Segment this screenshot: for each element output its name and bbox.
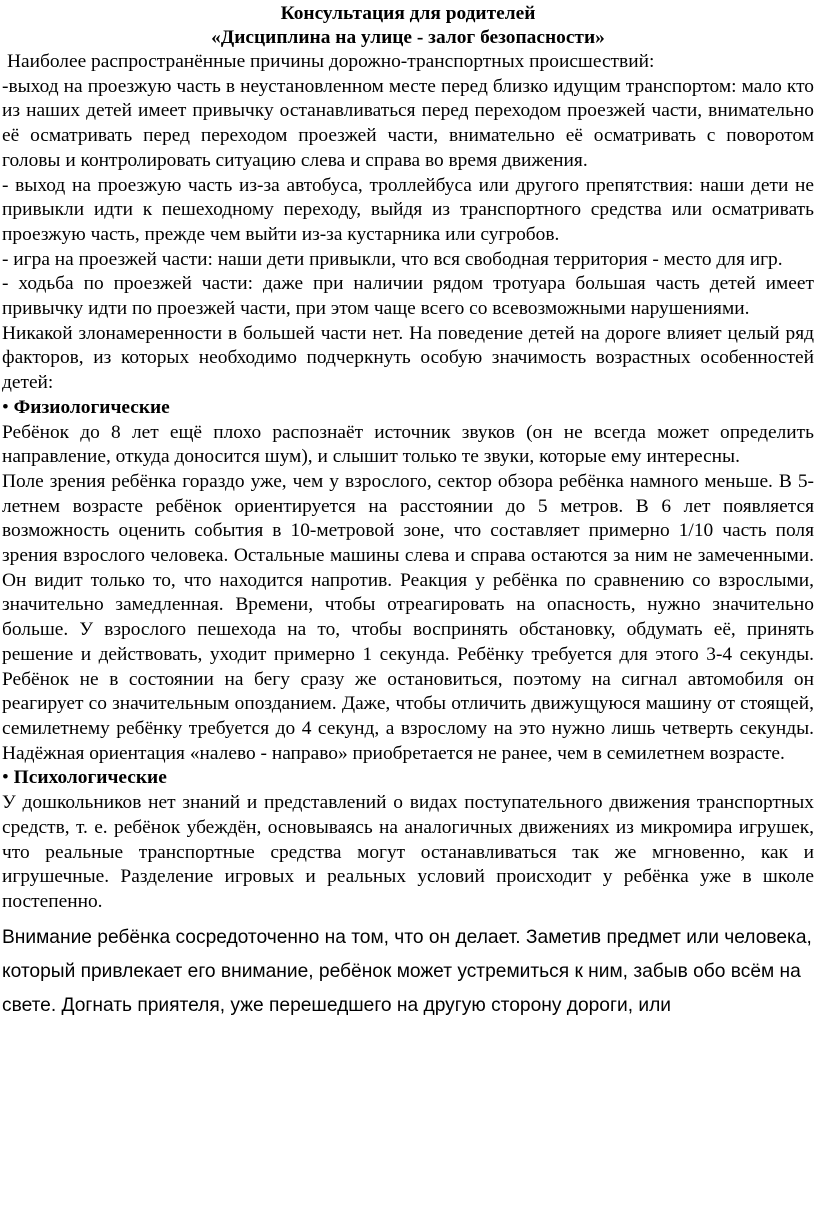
intro-paragraph: Наиболее распространённые причины дорожно-транспортных происшествий: (7, 51, 655, 72)
section-heading-psychological (2, 766, 814, 791)
attention-paragraph: Внимание ребёнка сосредоточенно на том, что он делает. Заметив предмет или человека, который привлекает его внимание, ребёнок может устремиться к ним, забыв обо всём на свете. Догнать приятеля, уже перешедшего на другую сторону дороги, или (2, 926, 812, 1016)
page-subtitle: «Дисциплина на улице - залог безопасности» (211, 27, 605, 48)
cause-paragraph: - выход на проезжую часть из-за автобуса, троллейбуса или другого препятствия: наши дети не привыкли идти к пешеходному переходу, выйдя из транспортного средства или осматривать проезжую часть, прежде чем выйти из-за кустарника или сугробов. (2, 174, 814, 245)
heading-text: Психологические (13, 767, 167, 789)
cause-paragraph: -выход на проезжую часть в неустановленном месте перед близко идущим транспортом: мало кто из наших детей имеет привычку останавливаться перед переходом проезжей части, внимательно её осматривать перед переходом проезжей части, внимательно её осматривать с поворотом головы и контролировать ситуацию слева и справа во время движения. (2, 75, 814, 171)
page-title: Консультация для родителей (280, 3, 536, 24)
factors-paragraph: Никакой злонамеренности в большей части нет. На поведение детей на дороге влияет целый ряд факторов, из которых необходимо подчеркнуть особую значимость возрастных особенностей детей: (2, 322, 814, 394)
physio-paragraph: Ребёнок до 8 лет ещё плохо распознаёт источник звуков (он не всегда может определить направление, откуда доносится шум), и слышит только те звуки, которые ему интересны. (2, 421, 814, 468)
bullet-icon: • (2, 396, 9, 418)
section-heading-physiological (2, 396, 814, 421)
cause-paragraph: - игра на проезжей части: наши дети привыкли, что вся свободная территория - место для игр. (2, 248, 783, 270)
bullet-icon: • (2, 767, 9, 789)
psycho-paragraph: У дошкольников нет знаний и представлений о видах поступательного движения транспортных средств, т. е. ребёнок убеждён, основываясь на аналогичных движениях из микромира игрушек, что реальные транспортные средства могут останавливаться так же мгновенно, как и игрушечные. Разделение игровых и реальных условий происходит у ребёнка уже в школе постепенно. (2, 792, 814, 912)
physio-paragraph: Поле зрения ребёнка гораздо уже, чем у взрослого, сектор обзора ребёнка намного меньше. В 5-летнем возрасте ребёнок ориентируется на расстоянии до 5 метров. В 6 лет появляется возможность оценить события в 10-метровой зоне, что составляет примерно 1/10 часть поля зрения взрослого человека. Остальные машины слева и справа остаются за ним не замеченными. Он видит только то, что находится напротив. Реакция у ребёнка по сравнению со взрослыми, значительно замедленная. Времени, чтобы отреагировать на опасность, нужно значительно больше. У взрослого пешехода на то, чтобы воспринять обстановку, обдумать её, принять решение и действовать, уходит примерно 1 секунда. Ребёнку требуется для этого 3-4 секунды. Ребёнок не в состоянии на бегу сразу же остановиться, поэтому на сигнал автомобиля он реагирует со значительным опозданием. Даже, чтобы отличить движущуюся машину от стоящей, семилетнему ребёнку требуется до 4 секунд, а взрослому на это нужно лишь четверть секунды. Надёжная ориентация «налево - направо» приобретается не ранее, чем в семилетнем возрасте. (2, 470, 814, 764)
heading-text: Физиологические (13, 396, 170, 418)
cause-paragraph: - ходьба по проезжей части: даже при наличии рядом тротуара большая часть детей имеет привычку идти по проезжей части, при этом чаще всего со всевозможными нарушениями. (2, 273, 814, 320)
